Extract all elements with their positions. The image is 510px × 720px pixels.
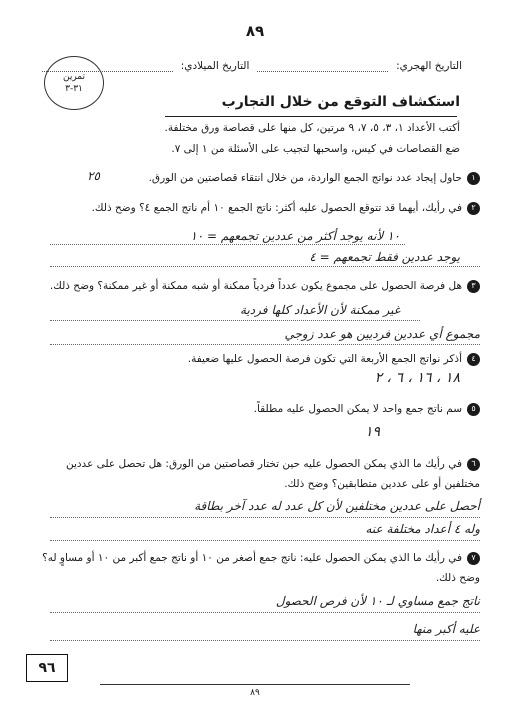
page-title: استكشاف التوقع من خلال التجارب: [221, 94, 460, 110]
answer-3-line-2[interactable]: مجموع أي عددين فرديين هو عدد زوجي: [284, 327, 480, 341]
question-3: [40, 276, 480, 296]
question-number: ٢: [467, 202, 480, 215]
question-text: أذكر نواتج الجمع الأربعة التي تكون فرصة الحصول عليها ضعيفة.: [187, 353, 462, 365]
answer-7-line-1[interactable]: ناتج جمع مساوي لـ ١٠ لأن فرص الحصول: [275, 594, 480, 608]
question-2: [40, 198, 480, 218]
question-1: [40, 168, 480, 188]
answer-line: [50, 244, 405, 245]
stamp-label: تمرين: [62, 72, 86, 82]
question-text: سم ناتج جمع واحد لا يمكن الحصول عليه مطلقاً.: [253, 403, 462, 415]
answer-line: [50, 612, 480, 613]
question-text: هل فرصة الحصول على مجموع يكون عدداً فردياً ممكنة أو شبه ممكنة أو غير ممكنة؟ وضح ذلك.: [49, 280, 462, 292]
hijri-date-label: التاريخ الهجري:: [396, 60, 462, 72]
answer-5[interactable]: ١٩: [364, 424, 380, 440]
question-6: [40, 454, 480, 494]
date-header: [42, 60, 462, 72]
answer-7-line-2[interactable]: عليه أكبر منها: [412, 622, 480, 636]
page-number: ٨٩: [245, 22, 265, 40]
question-7: [40, 548, 480, 588]
answer-2-line-2[interactable]: يوجد عددين فقط تجمعهم = ٤: [309, 250, 460, 264]
title-underline: [165, 116, 457, 117]
intro-line-2: ضع القصاصات في كيس، واسحبها لتجيب على الأسئلة من ١ إلى ٧.: [171, 143, 460, 155]
answer-1[interactable]: ٢٥: [87, 169, 100, 183]
answer-line: [50, 266, 480, 267]
footer-page-number: ٨٩: [250, 688, 260, 698]
question-4: [40, 349, 480, 369]
question-number: ٧: [467, 552, 480, 565]
exercise-stamp: [44, 56, 104, 110]
answer-2-line-1[interactable]: ١٠ لأنه يوجد أكثر من عددين تجمعهم = ١٠: [190, 229, 400, 243]
question-text: في رأيك ما الذي يمكن الحصول عليه: ناتج جمع أصغر من ١٠ أو ناتج جمع أكبر من ١٠ أو مساوٍ له؟ وضح ذلك.: [42, 552, 480, 584]
intro-line-1: أكتب الأعداد ١، ٣، ٥، ٧، ٩ مرتين، كل منها على قصاصة ورق مختلفة.: [164, 122, 460, 134]
answer-3-line-1[interactable]: غير ممكنة لأن الأعداد كلها فردية: [240, 303, 400, 317]
footer-rule: [100, 684, 410, 685]
question-number: ٤: [467, 353, 480, 366]
question-text: في رأيك، أيهما قد تتوقع الحصول عليه أكثر: ناتج الجمع ١٠ أم ناتج الجمع ٤؟ وضح ذلك.: [91, 202, 462, 214]
answer-line: [50, 320, 420, 321]
question-number: ١: [467, 172, 480, 185]
score-box: ٩٦: [26, 654, 68, 682]
answer-line: [50, 540, 480, 541]
question-number: ٥: [467, 403, 480, 416]
hijri-date-field[interactable]: [257, 60, 388, 72]
question-number: ٦: [467, 458, 480, 471]
question-text: في رأيك ما الذي يمكن الحصول عليه حين تختار قصاصتين من الورق: هل تحصل على عددين مختلفين أو على عددين متطابقين؟ وضح ذلك.: [65, 458, 480, 490]
answer-line: [50, 344, 480, 345]
answer-6-line-2[interactable]: وله ٤ أعداد مختلفة عنه: [365, 522, 480, 536]
question-number: ٣: [467, 280, 480, 293]
question-5: [40, 399, 480, 419]
gregorian-date-label: التاريخ الميلادي:: [180, 60, 250, 72]
stamp-range: ٣١-٣: [65, 84, 83, 94]
answer-4[interactable]: ١٨ ، ١٦ ، ٦ ، ٢: [374, 370, 460, 386]
question-text: حاول إيجاد عدد نواتج الجمع الواردة، من خلال انتقاء قصاصتين من الورق.: [148, 172, 462, 184]
answer-6-line-1[interactable]: أحصل على عددين مختلفين لأن كل عدد له عدد آخر بطاقة: [194, 499, 480, 513]
answer-line: [50, 640, 480, 641]
answer-line: [50, 517, 480, 518]
